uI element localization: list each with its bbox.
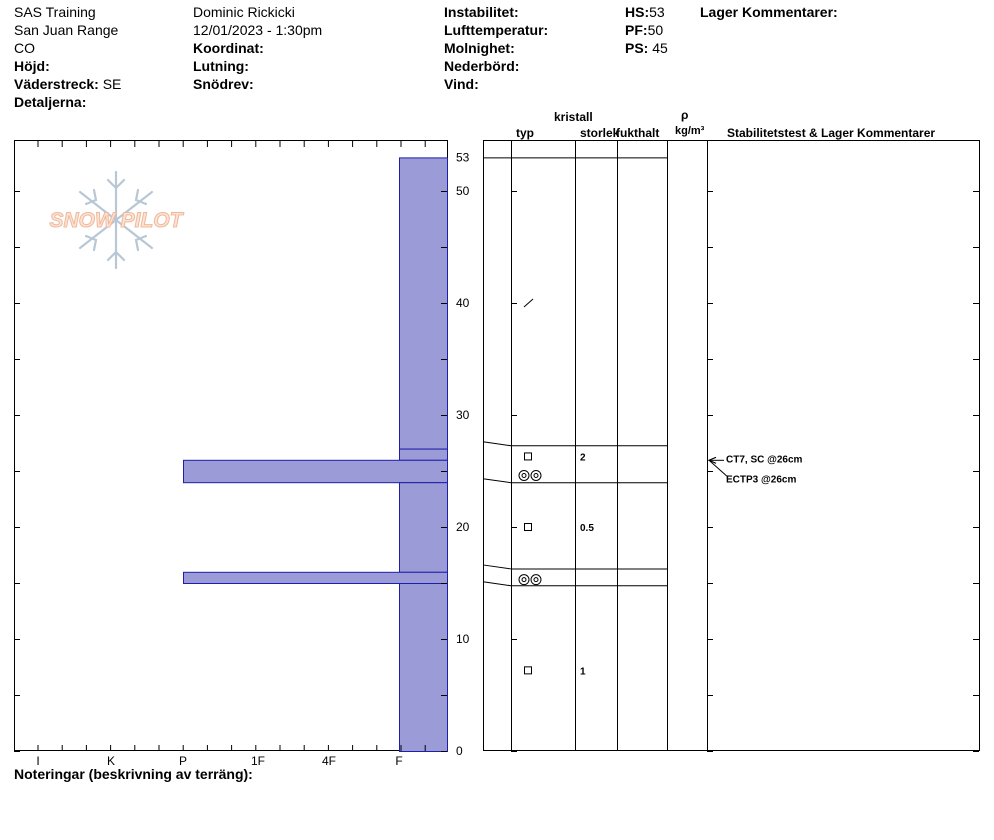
wind-loading-label: Snödrev: [193, 76, 254, 92]
column-header-moisture: fukthalt [616, 126, 660, 140]
y-tick-label: 20 [456, 520, 470, 534]
ps-label: PS: [625, 40, 649, 56]
column-header-type: typ [516, 126, 534, 140]
hs-value: 53 [649, 4, 665, 20]
precip-label: Nederbörd: [444, 58, 520, 74]
snow-pilot-logo-text: SNOW PILOT [49, 209, 183, 232]
layer-boundary-connector [483, 442, 511, 446]
hardness-bar [400, 449, 448, 460]
hardness-bar [400, 158, 448, 449]
layer-boundary-connector [483, 582, 511, 586]
x-tick-label: I [36, 754, 40, 768]
observation-datetime: 12/01/2023 - 1:30pm [193, 22, 323, 38]
grain-symbol-circle-inner [534, 578, 538, 582]
column-header-size: storlek [580, 126, 620, 140]
layer-boundary-connector [483, 565, 511, 569]
x-tick-label: F [395, 754, 403, 768]
layer-comments-label: Lager Kommentarer: [700, 4, 838, 20]
grain-symbol-circle-inner [522, 473, 526, 477]
sky-label: Molnighet: [444, 40, 515, 56]
y-tick-label: 53 [456, 150, 470, 165]
pf-value: 50 [647, 22, 664, 38]
x-tick-label: 1F [250, 754, 266, 768]
aspect-value: SE [102, 76, 122, 92]
column-header-density: kg/m³ [675, 125, 705, 137]
grain-size-value: 2 [580, 452, 586, 464]
stability-test-label: ECTP3 @26cm [726, 474, 797, 486]
grain-symbol-circle [531, 575, 541, 585]
layer-boundary-connector [483, 479, 511, 483]
wind-label: Vind: [444, 76, 479, 92]
grain-symbol-circle [519, 575, 529, 585]
hardness-bar [184, 572, 448, 583]
y-tick-label: 10 [456, 632, 470, 646]
stability-arrow [709, 460, 727, 476]
grain-symbol-circle [531, 470, 541, 480]
elevation-label: Höjd: [14, 58, 50, 74]
pf-label: PF: [625, 22, 648, 38]
grain-symbol-circle-inner [522, 578, 526, 582]
x-tick-label: P [178, 754, 188, 768]
grain-size-value: 0.5 [580, 523, 594, 534]
grain-size-value: 1 [580, 666, 586, 678]
location-name: SAS Training [14, 4, 96, 20]
column-header-crystal: kristall [554, 110, 593, 124]
hardness-bar [184, 460, 448, 482]
coordinate-label: Koordinat: [193, 40, 264, 56]
grain-symbol-square [525, 453, 532, 460]
column-header-stability: Stabilitetstest & Lager Kommentarer [727, 126, 936, 140]
ps-value: 45 [652, 40, 668, 56]
y-tick-label: 40 [456, 296, 470, 310]
grain-symbol-circle-inner [534, 473, 538, 477]
instability-label: Instabilitet: [444, 4, 519, 20]
grain-symbol-square [525, 667, 532, 674]
range-name: San Juan Range [14, 22, 119, 38]
terrain-notes-label: Noteringar (beskrivning av terräng): [14, 766, 253, 782]
x-tick-label: K [106, 754, 116, 768]
y-tick-label: 30 [456, 408, 470, 422]
observer-name: Dominic Rickicki [193, 4, 295, 20]
snow-pilot-logo [36, 170, 196, 270]
details-label: Detaljerna: [14, 94, 87, 110]
state-name: CO [14, 40, 35, 56]
hardness-bar [400, 483, 448, 573]
y-tick-label: 0 [456, 744, 463, 758]
grain-symbol-square [525, 524, 532, 531]
column-header-rho: ρ [681, 108, 689, 122]
x-tick-label: 4F [321, 754, 337, 768]
hardness-bar [400, 584, 448, 752]
slope-label: Lutning: [193, 58, 249, 74]
hs-label: HS: [625, 4, 650, 20]
grain-symbol-circle [519, 470, 529, 480]
stability-test-label: CT7, SC @26cm [726, 454, 803, 466]
air-temp-label: Lufttemperatur: [444, 22, 549, 38]
y-tick-label: 50 [456, 184, 470, 198]
aspect-label: Väderstreck: [14, 76, 99, 92]
grain-symbol-slash [524, 299, 533, 307]
